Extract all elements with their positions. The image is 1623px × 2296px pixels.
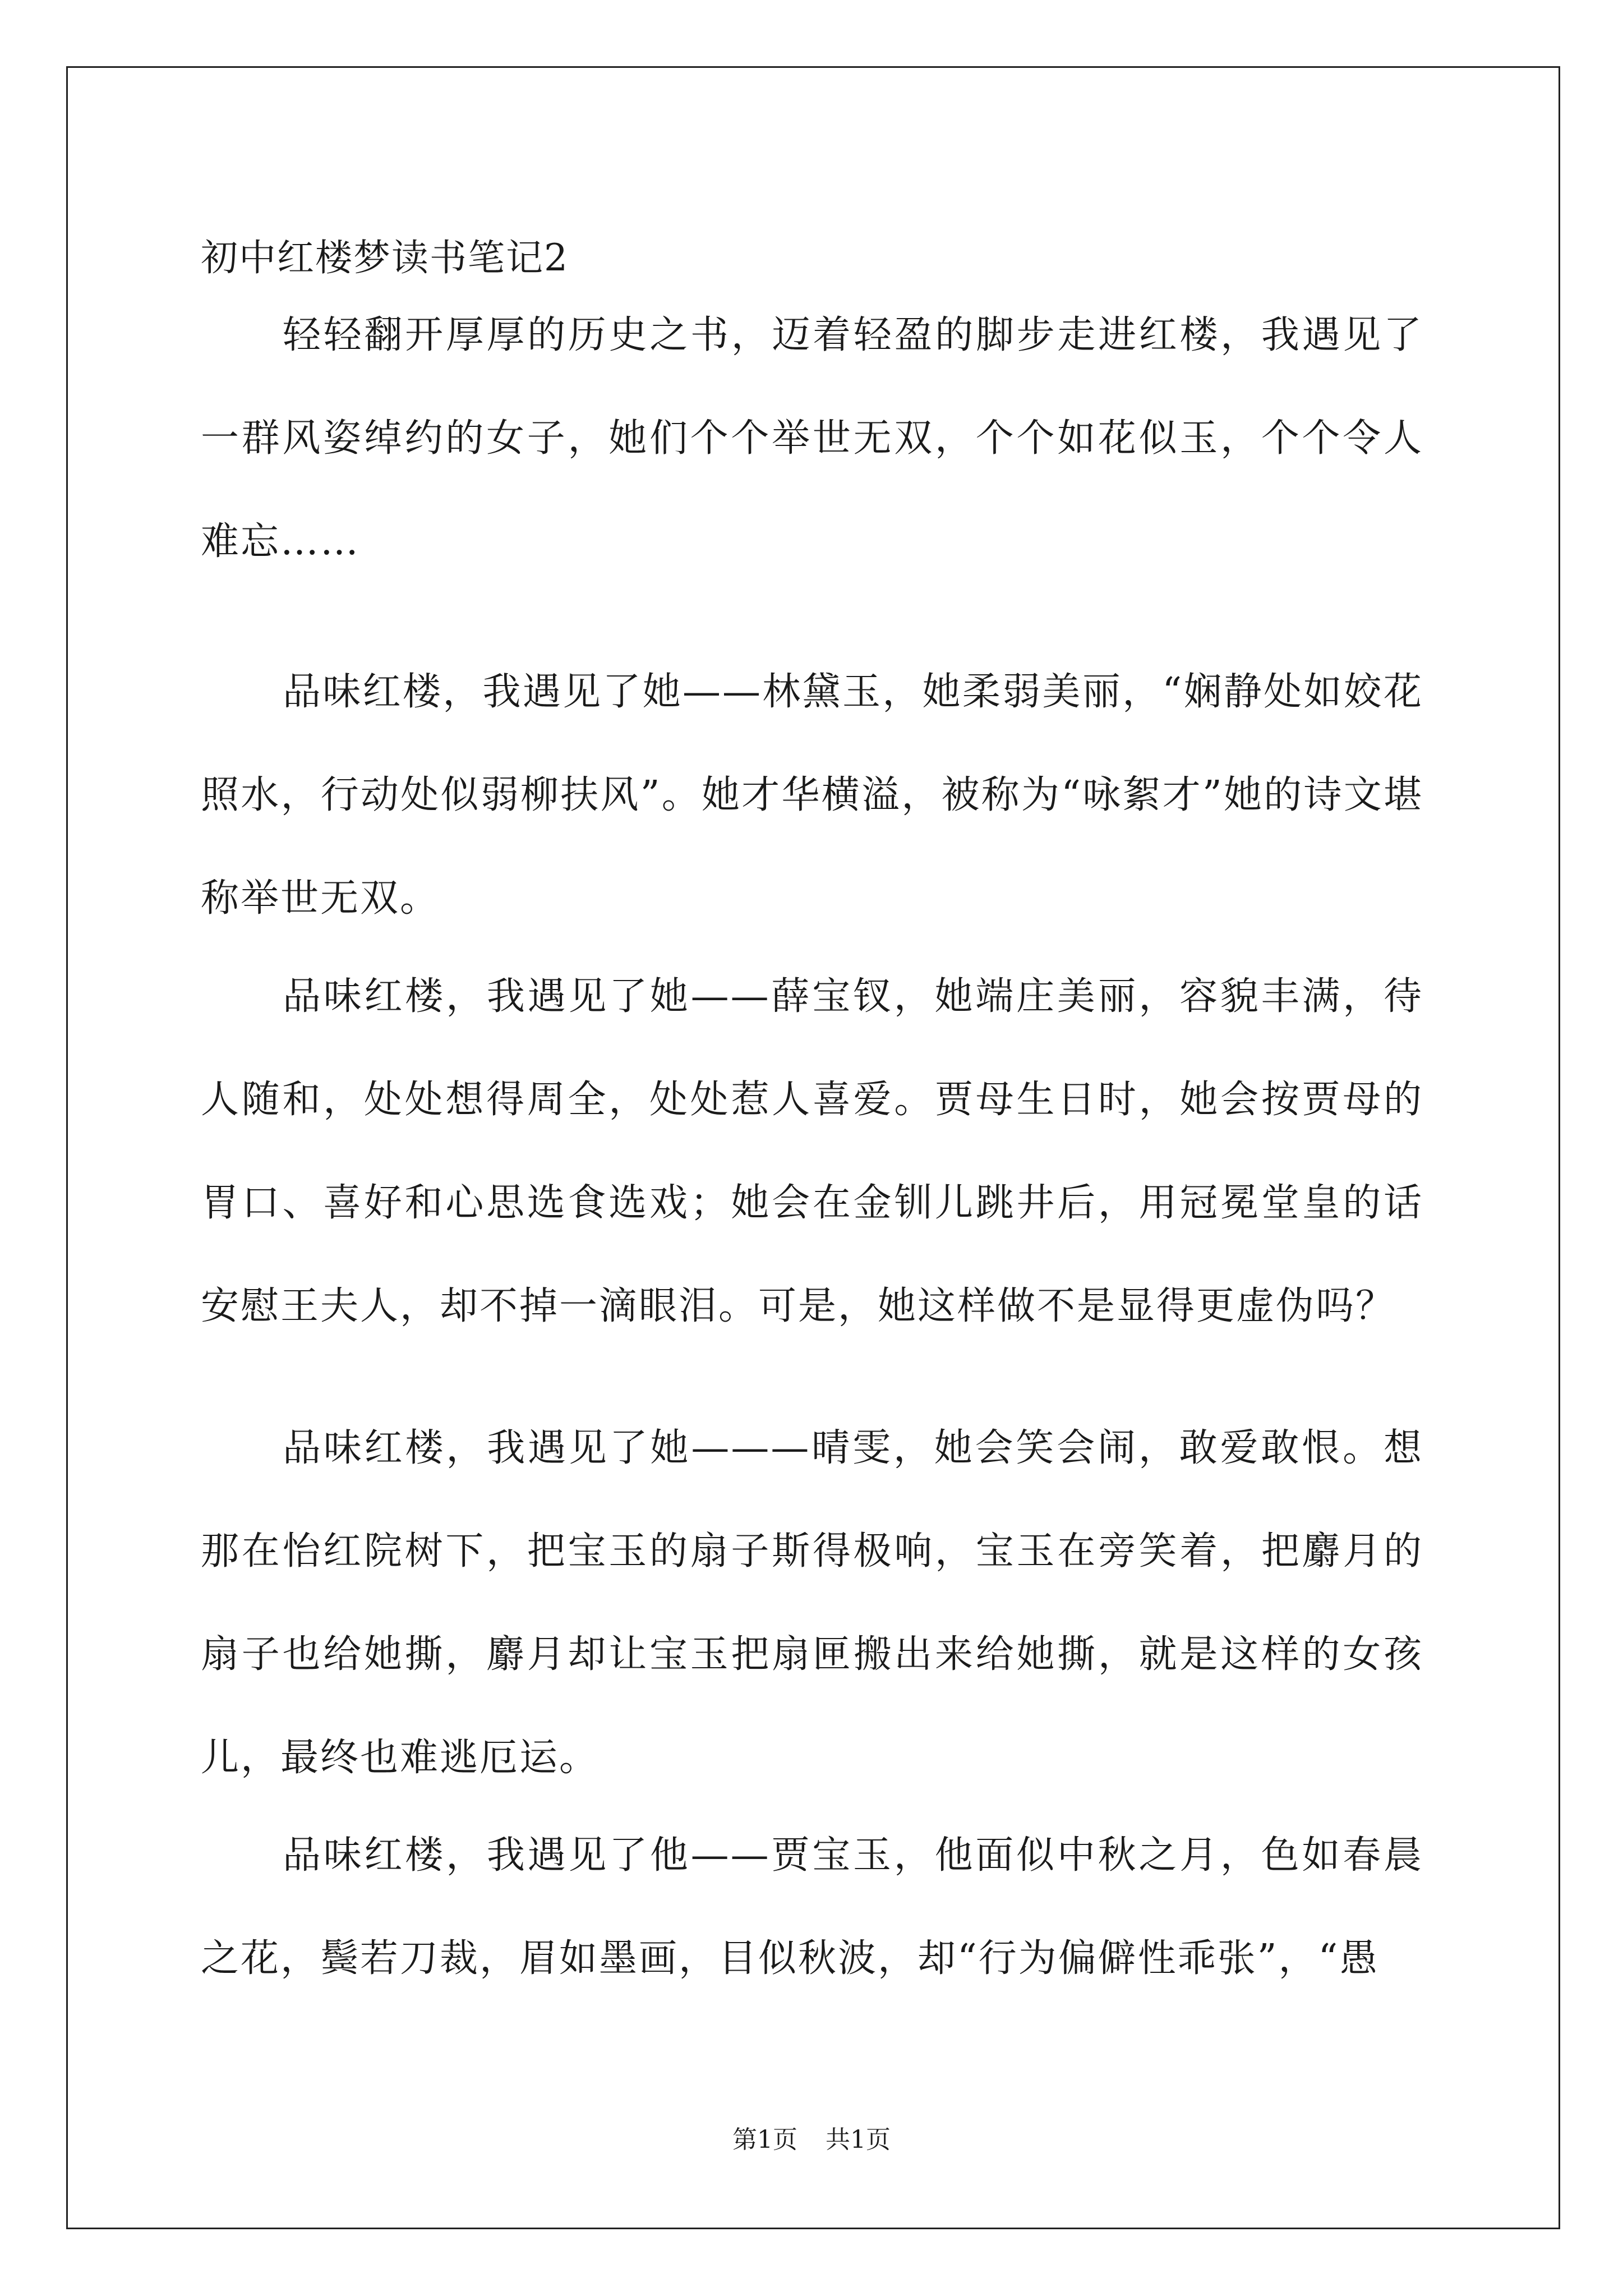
paragraph-intro: 轻轻翻开厚厚的历史之书，迈着轻盈的脚步走进红楼，我遇见了一群风姿绰约的女子，她们个个举世无双，个个如花似玉，个个令人难忘…… [201, 313, 1423, 564]
document-title: 初中红楼梦读书笔记2 [201, 236, 569, 279]
page-total: 共1页 [826, 2125, 891, 2154]
paragraph-jia-baoyu: 品味红楼，我遇见了他——贾宝玉，他面似中秋之月，色如春晨之花，鬓若刀裁，眉如墨画，目似秋波，却“行为偏僻性乖张”，“愚 [201, 1833, 1423, 1981]
paragraph-lin-daiyu: 品味红楼，我遇见了她——林黛玉，她柔弱美丽，“娴静处如姣花照水，行动处似弱柳扶风”。她才华横溢，被称为“咏絮才”她的诗文堪称举世无双。 [201, 670, 1423, 921]
paragraph-xue-baochai: 品味红楼，我遇见了她——薛宝钗，她端庄美丽，容貌丰满，待人随和，处处想得周全，处处惹人喜爱。贾母生日时，她会按贾母的胃口、喜好和心思选食选戏；她会在金钏儿跳井后，用冠冕堂皇的话安慰王夫人，却不掉一滴眼泪。可是，她这样做不是显得更虚伪吗？ [201, 974, 1423, 1328]
page-number: 第1页 [732, 2125, 797, 2154]
paragraph-qingwen: 品味红楼，我遇见了她———晴雯，她会笑会闹，敢爱敢恨。想那在怡红院树下，把宝玉的扇子斯得极响，宝玉在旁笑着，把麝月的扇子也给她撕，麝月却让宝玉把扇匣搬出来给她撕，就是这样的女孩儿，最终也难逃厄运。 [201, 1426, 1423, 1780]
page-footer [0, 2123, 1623, 2157]
